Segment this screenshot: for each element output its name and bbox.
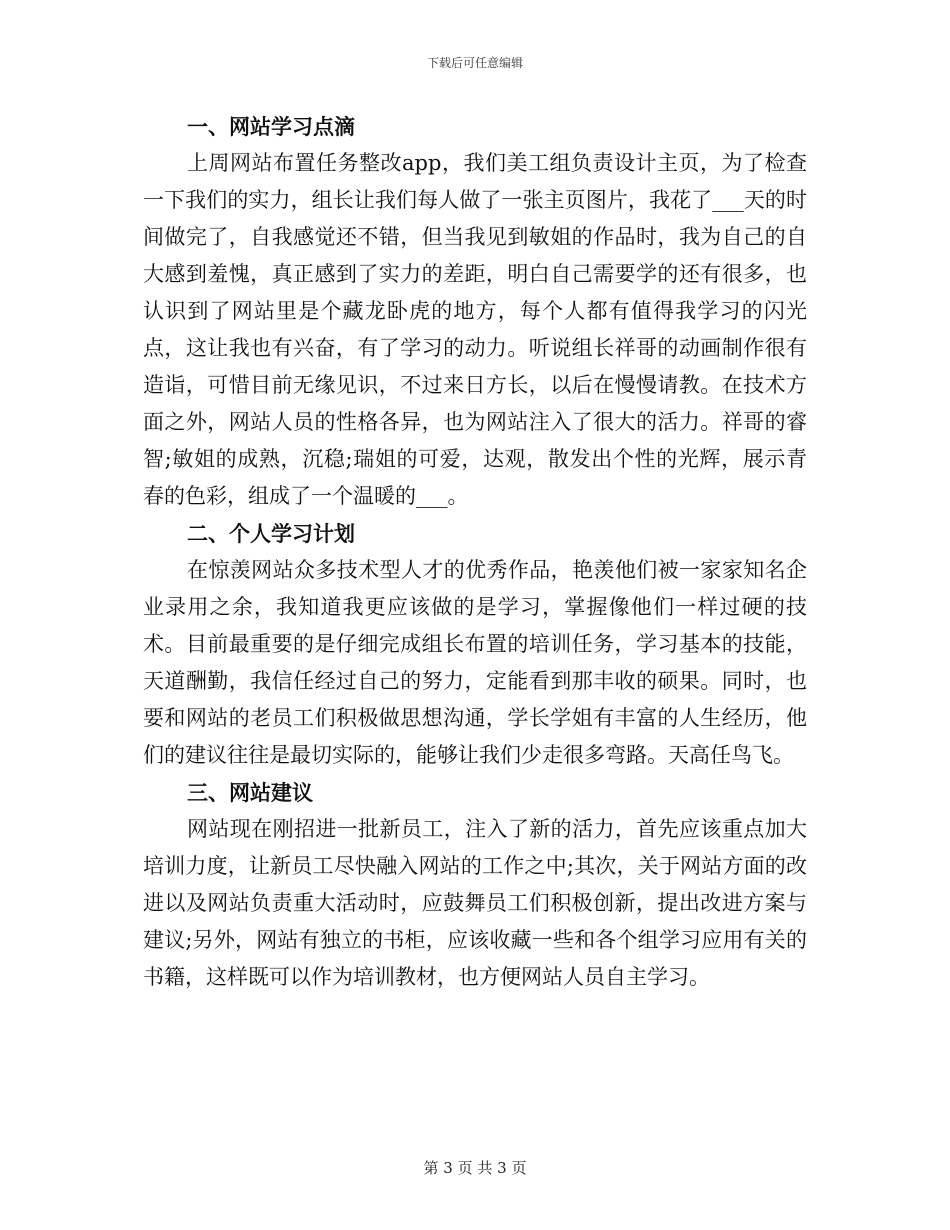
- section-website-suggestions: [143, 774, 807, 996]
- page-number-footer: 第 3 页 共 3 页: [423, 1159, 527, 1177]
- page-header-note: 下载后可任意编辑: [426, 56, 523, 70]
- section-heading: 一、网站学习点滴: [187, 114, 355, 139]
- document-body: [143, 108, 807, 996]
- section-heading: 二、个人学习计划: [187, 521, 355, 546]
- section-paragraph: 网站现在刚招进一批新员工，注入了新的活力，首先应该重点加大培训力度，让新员工尽快融入网站的工作之中;其次，关于网站方面的改进以及网站负责重大活动时，应鼓舞员工们积极创新，提出改进方案与建议;另外，网站有独立的书柜，应该收藏一些和各个组学习应用有关的书籍，这样既可以作为培训教材，也方便网站人员自主学习。: [143, 817, 807, 989]
- section-paragraph: 上周网站布置任务整改app，我们美工组负责设计主页，为了检查一下我们的实力，组长让我们每人做了一张主页图片，我花了___天的时间做完了，自我感觉还不错，但当我见到敏姐的作品时，我为自己的自大感到羞愧，真正感到了实力的差距，明白自己需要学的还有很多，也认识到了网站里是个藏龙卧虎的地方，每个人都有值得我学习的闪光点，这让我也有兴奋，有了学习的动力。听说组长祥哥的动画制作很有造诣，可惜目前无缘见识，不过来日方长，以后在慢慢请教。在技术方面之外，网站人员的性格各异，也为网站注入了很大的活力。祥哥的睿智;敏姐的成熟，沉稳;瑞姐的可爱，达观，散发出个性的光辉，展示青春的色彩，组成了一个温暖的___。: [143, 151, 807, 508]
- section-personal-plan: [143, 515, 807, 774]
- section-website-learning: [143, 108, 807, 515]
- section-heading: 三、网站建议: [187, 780, 313, 805]
- section-paragraph: 在惊羡网站众多技术型人才的优秀作品，艳羡他们被一家家知名企业录用之余，我知道我更应该做的是学习，掌握像他们一样过硬的技术。目前最重要的是仔细完成组长布置的培训任务，学习基本的技能，天道酬勤，我信任经过自己的努力，定能看到那丰收的硕果。同时，也要和网站的老员工们积极做思想沟通，学长学姐有丰富的人生经历，他们的建议往往是最切实际的，能够让我们少走很多弯路。天高任鸟飞。: [143, 558, 807, 767]
